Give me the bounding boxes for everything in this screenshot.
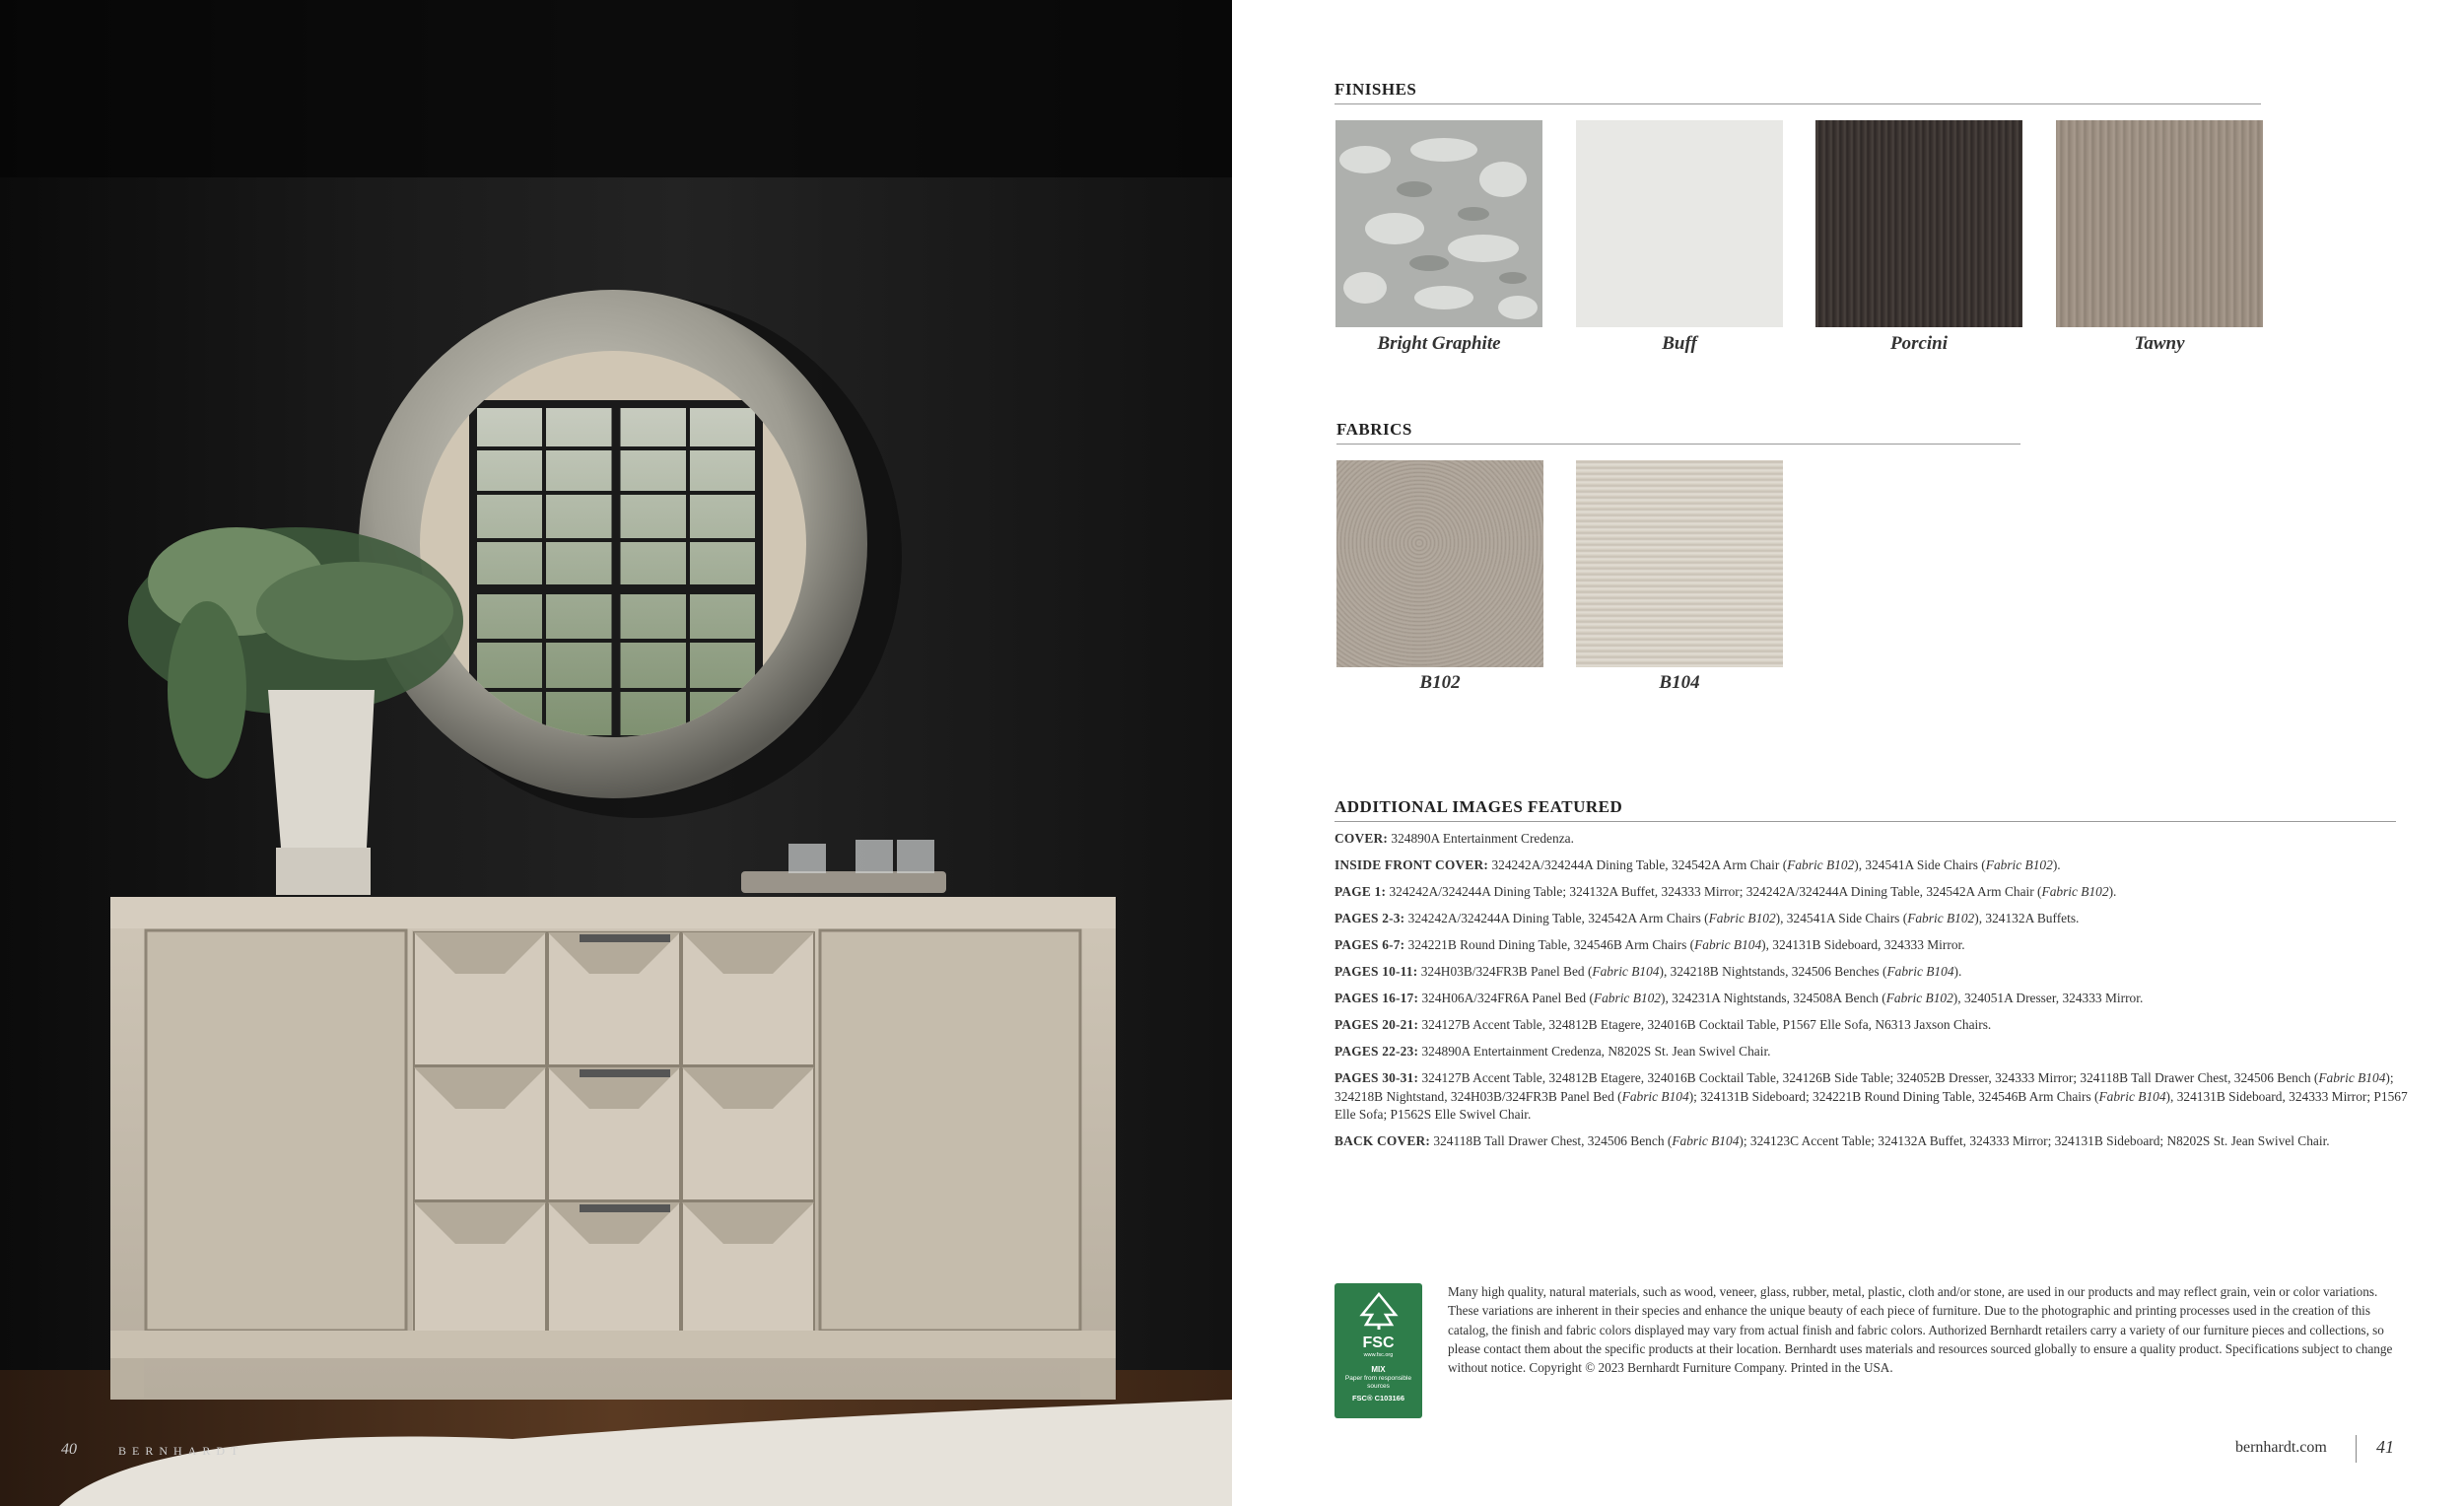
credit-fabric: Fabric B104 [1886,964,1954,979]
credit-text: 324242A/324244A Dining Table, 324542A Arm Chair ( [1488,857,1788,872]
credit-text: ). [2052,857,2061,872]
credit-text: ), 324541A Side Chairs ( [1775,911,1908,925]
credit-label: PAGES 6-7: [1335,937,1405,952]
credit-text: 324118B Tall Drawer Chest, 324506 Bench ( [1430,1133,1673,1148]
credit-entry [1335,963,2419,982]
swatch-b102 [1336,460,1543,667]
credit-fabric: Fabric B102 [1885,991,1953,1005]
credit-text: ), 324051A Dresser, 324333 Mirror. [1952,991,2144,1005]
credit-entry [1335,910,2419,928]
credit-fabric: Fabric B102 [1708,911,1776,925]
credit-entry [1335,936,2419,955]
credit-text: ); 324131B Sideboard; 324221B Round Dining Table, 324546B Arm Chairs ( [1688,1088,2099,1104]
credit-entry [1335,856,2419,875]
fsc-code: FSC® C103166 [1351,1394,1405,1403]
swatch-label-bright-graphite: Bright Graphite [1377,333,1501,354]
swatch-label-porcini: Porcini [1889,333,1949,354]
credit-text: 324221B Round Dining Table, 324546B Arm Chairs ( [1404,937,1695,952]
left-page-brand: BERNHARDT [118,1444,244,1458]
credit-fabric: Fabric B102 [1985,857,2053,872]
credit-text: ), 324131B Sideboard, 324333 Mirror. [1761,937,1965,952]
credit-fabric: Fabric B104 [1592,964,1660,979]
credit-entry [1335,830,2419,849]
additional-title: ADDITIONAL IMAGES FEATURED [1335,797,1623,816]
credit-label: PAGE 1: [1335,884,1387,899]
finishes-rule [1335,103,2261,104]
fsc-mix: MIX [1371,1365,1386,1374]
credit-text: ), 324541A Side Chairs ( [1854,857,1986,872]
credit-fabric: Fabric B104 [2318,1070,2386,1085]
credit-entry [1335,1016,2419,1035]
credit-label: PAGES 22-23: [1335,1044,1419,1059]
credit-text: 324242A/324244A Dining Table; 324132A Buffet, 324333 Mirror; 324242A/324244A Dining Table, 324542A Arm Chair ( [1386,884,2042,899]
credit-fabric: Fabric B102 [2041,884,2109,899]
swatch-label-buff: Buff [1662,333,1697,354]
credit-text: 324H03B/324FR3B Panel Bed ( [1417,964,1593,979]
credit-text: ); 324218B Nightstand, 324H03B/324FR3B Panel Bed ( [1335,1070,2394,1104]
credit-fabric: Fabric B102 [1787,857,1855,872]
swatch-b104 [1576,460,1783,667]
credit-text: 324H06A/324FR6A Panel Bed ( [1418,991,1594,1005]
credit-text: ), 324131B Sideboard, 324333 Mirror; P1567 Elle Sofa; P1562S Elle Swivel Chair. [1335,1088,2408,1122]
credit-text: ), 324231A Nightstands, 324508A Bench ( [1660,991,1886,1005]
credit-text: ). [1953,964,1962,979]
credit-fabric: Fabric B104 [1694,937,1762,952]
swatch-bright-graphite [1335,120,1542,327]
credit-label: PAGES 30-31: [1335,1070,1419,1085]
credit-text: ). [2108,884,2117,899]
credit-label: COVER: [1335,831,1389,846]
swatch-porcini [1815,120,2022,327]
right-page [1232,0,2464,1506]
credit-text: 324242A/324244A Dining Table, 324542A Arm Chairs ( [1404,911,1709,925]
fabrics-title: FABRICS [1336,420,1412,439]
additional-rule [1335,821,2396,822]
credit-text: ), 324218B Nightstands, 324506 Benches ( [1659,964,1887,979]
credit-entry [1335,1132,2419,1151]
footer-website: bernhardt.com [2235,1439,2327,1456]
credit-fabric: Fabric B104 [2098,1088,2166,1104]
credit-text: 324127B Accent Table, 324812B Etagere, 324016B Cocktail Table, P1567 Elle Sofa, N6313 Jaxson Chairs. [1418,1017,1992,1032]
credit-entry [1335,1043,2419,1061]
credit-text: 324890A Entertainment Credenza. [1388,831,1574,846]
footer-page-number: 41 [2376,1437,2394,1457]
credit-label: PAGES 10-11: [1335,964,1418,979]
fsc-url: www.fsc.org [1363,1352,1394,1358]
credit-label: INSIDE FRONT COVER: [1335,857,1489,872]
credit-label: PAGES 2-3: [1335,911,1405,925]
fsc-logo [1335,1283,1422,1418]
credit-label: BACK COVER: [1335,1133,1431,1148]
additional-credits-list [1335,830,2419,1159]
credit-entry [1335,883,2419,902]
credit-text: 324127B Accent Table, 324812B Etagere, 324016B Cocktail Table, 324126B Side Table; 324052B Dresser, 324333 Mirror; 324118B Tall Drawer Chest, 324506 Bench ( [1418,1070,2319,1085]
credit-entry [1335,990,2419,1008]
credit-fabric: Fabric B102 [1907,911,1975,925]
fabrics-rule [1336,444,2020,445]
disclaimer-text: Many high quality, natural materials, such as wood, veneer, glass, rubber, metal, plastic, cloth and/or stone, are used in our products and may reflect grain, vein or color variations. These variations are inherent in their species and enhance the unique beauty of each piece of furniture. Due to the photographic and printing processes used in the creation of this catalog, the finish and fabric colors displayed may vary from actual finish and fabric colors. Authorized Bernhardt retailers carry a variety of our furniture pieces and collections, so please contact them about the specific products at their location. Bernhardt uses materials and resources sourced globally to ensure a quality product. Specifications subject to change without notice. Copyright © 2023 Bernhardt Furniture Company. Printed in the USA. [1448,1284,2393,1376]
swatch-buff [1576,120,1783,327]
swatch-label-b102: B102 [1419,672,1461,693]
swatch-label-b104: B104 [1659,672,1700,693]
footer-divider [2356,1435,2357,1463]
fsc-desc: Paper from responsible sources [1344,1375,1412,1390]
swatch-label-tawny: Tawny [2134,333,2185,354]
credit-label: PAGES 20-21: [1335,1017,1419,1032]
credit-text: 324890A Entertainment Credenza, N8202S St. Jean Swivel Chair. [1418,1044,1771,1059]
credit-label: PAGES 16-17: [1335,991,1419,1005]
credit-fabric: Fabric B102 [1593,991,1661,1005]
left-page-number: 40 [61,1441,77,1458]
credit-fabric: Fabric B104 [1672,1133,1740,1148]
credit-text: ); 324123C Accent Table; 324132A Buffet, 324333 Mirror; 324131B Sideboard; N8202S St. Jean Swivel Chair. [1739,1133,2330,1148]
swatch-tawny [2056,120,2263,327]
credit-fabric: Fabric B104 [1621,1088,1689,1104]
credit-text: ), 324132A Buffets. [1974,911,2080,925]
credit-entry [1335,1069,2419,1125]
bright-graphite-texture [1335,120,1542,327]
fsc-tree-icon [1356,1291,1402,1331]
finishes-title: FINISHES [1335,80,1417,99]
fsc-label: FSC [1362,1335,1395,1351]
